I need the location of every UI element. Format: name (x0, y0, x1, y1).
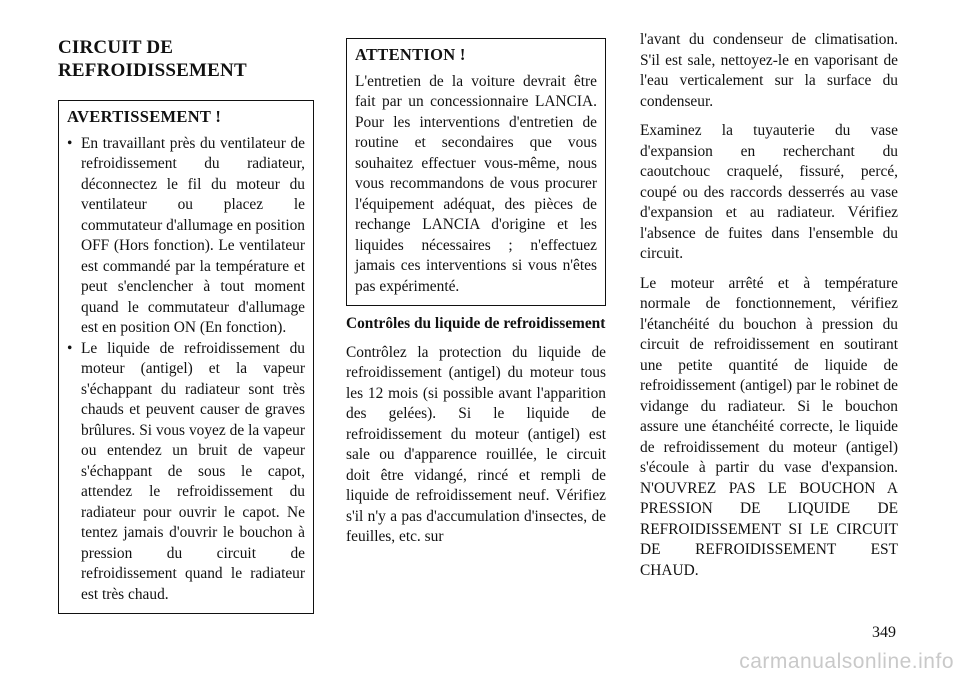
warning-title: AVERTISSEMENT ! (67, 107, 222, 126)
attention-text: L'entretien de la voiture devrait être fait par un concessionnaire LANCIA. Pour les interventions d'entretien de routine et secondaires que vous souhaitez effectuer vous-même, nous vous recommandons de vous procurer l'équipement adéquat, des pièces de rechange LANCIA d'origine et les liquides nécessaires ; n'effectuez jamais ces interventions si vous n'êtes pas expérimenté. (355, 72, 597, 295)
column-right (640, 30, 898, 590)
subsection-title: Contrôles du liquide de refroidissement (346, 315, 606, 332)
section-title-line1: CIRCUIT DE (58, 37, 174, 58)
warning-item: • En travaillant près du ventilateur de refroidissement du radiateur, déconnectez le fil du moteur du ventilateur ou placez le commutateur d'allumage en position OFF (Hors fonction). Le ventilateur est commandé par la température et peut s'enclencher à tout moment quand le commutateur d'allumage est en position ON (En fonction). (67, 134, 305, 339)
body-paragraph: l'avant du condenseur de climatisation. S'il est sale, nettoyez-le en vaporisant de l'eau verticalement sur la surface du condenseur. (640, 31, 898, 110)
column-left (58, 30, 314, 614)
body-paragraph: Contrôlez la protection du liquide de refroidissement (antigel) du moteur tous les 12 mois (si possible avant l'apparition des gelées). Si le liquide de refroidissement du moteur (antigel) est sale ou d'apparence rouillée, le circuit doit être vidangé, rincé et rempli de liquide de refroidissement neuf. Vérifiez s'il n'y a pas d'accumulation d'insectes, de feuilles, etc. sur (346, 343, 606, 545)
attention-box (346, 38, 606, 306)
warning-list (67, 134, 305, 606)
section-title-line2: REFROIDISSEMENT (58, 60, 247, 81)
warning-box (58, 100, 314, 614)
page-number: 349 (872, 624, 896, 641)
section-title (58, 36, 314, 82)
attention-title: ATTENTION ! (355, 45, 466, 64)
warning-item: • Le liquide de refroidissement du moteur (antigel) et la vapeur s'échappant du radiateur sont très chauds et peuvent causer de graves brûlures. Si vous voyez de la vapeur ou entendez un bruit de vapeur s'échappant de sous le capot, attendez le refroidissement du radiateur pour ouvrir le capot. Ne tentez jamais d'ouvrir le bouchon à pression du circuit de refroidissement quand le radiateur est très chaud. (67, 339, 305, 606)
body-paragraph: Examinez la tuyauterie du vase d'expansion en recherchant du caoutchouc craquelé, fissuré, percé, coupé ou des raccords desserrés au vase d'expansion et au radiateur. Vérifiez l'absence de fuites dans l'ensemble du circuit. (640, 122, 898, 262)
body-paragraph: Le moteur arrêté et à température normale de fonctionnement, vérifiez l'étanchéité du bouchon à pression du circuit de refroidissement en soutirant une petite quantité de liquide de refroidissement (antigel) par le robinet de vidange du radiateur. Si le bouchon assure une étanchéité correcte, le liquide de refroidissement du moteur (antigel) s'écoule à partir du vase d'expansion. N'OUVREZ PAS LE BOUCHON A PRESSION DE LIQUIDE DE REFROIDISSEMENT SI LE CIRCUIT DE REFROIDISSEMENT EST CHAUD. (640, 274, 898, 579)
column-middle (346, 30, 606, 557)
watermark: carmanualsonline.info (739, 650, 954, 673)
